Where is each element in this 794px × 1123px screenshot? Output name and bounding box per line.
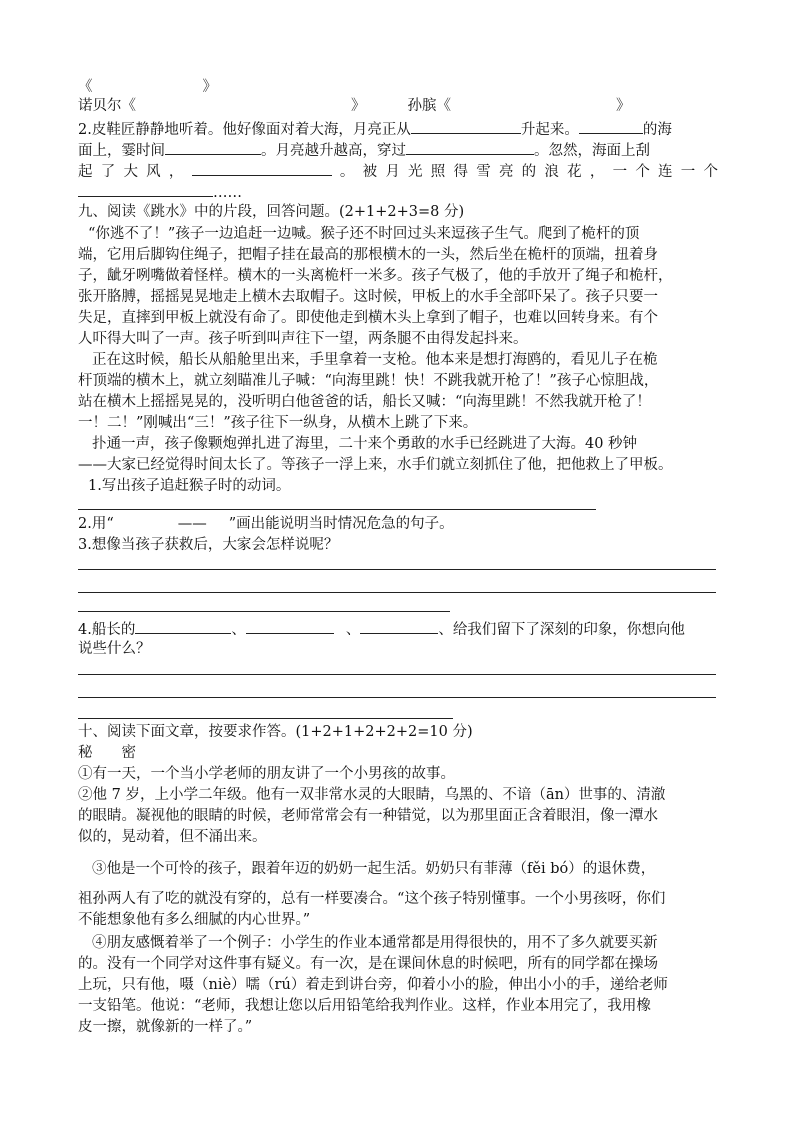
q-text: 4.船长的	[78, 622, 136, 638]
q-text: 2.用“	[78, 516, 114, 532]
passage-line: 一！二！”刚喊出“三！”孩子往下一纵身，从横木上跳了下来。	[78, 415, 478, 431]
article-heading: 秘 密	[78, 745, 136, 761]
passage-line: 杆顶端的横木上，就立刻瞄准儿子喊：“向海里跳！快！不跳我就开枪了！”孩子心惊胆战，	[78, 373, 659, 389]
q-text: ”画出能说明当时情况危急的句子。	[228, 516, 454, 532]
q2-line-3	[78, 160, 718, 182]
answer-line[interactable]	[78, 697, 716, 698]
bracket-close: 》	[202, 79, 217, 95]
q2-line-1	[78, 118, 672, 140]
q2-ellipsis: ……	[213, 185, 242, 201]
q-text: 、	[345, 622, 361, 638]
q-dash: ——	[177, 516, 207, 532]
q2-text: 2.皮鞋匠静静地听着。他好像面对着大海，月亮正从	[78, 122, 411, 138]
article-line: 不能想象他有多么细腻的内心世界。”	[78, 912, 311, 928]
q2-blank-3[interactable]	[165, 139, 261, 155]
q2-text: 的海	[642, 122, 672, 138]
q2-blank-2[interactable]	[579, 118, 643, 134]
article-line: 的眼睛。凝视他的眼睛的时候，老师常常会有一种错觉，以为那里面正含着眼泪，像一潭水	[78, 808, 658, 824]
q2-text: 面上，霎时间	[78, 143, 165, 159]
q2-line-4	[78, 181, 242, 203]
passage-line: 站在横木上摇摇晃晃的，没听明白他爸爸的话，船长又喊：“向海里跳！不然我就开枪了！	[78, 394, 651, 410]
q4-blank-1[interactable]	[135, 618, 231, 634]
bracket-close: 》	[616, 98, 631, 114]
bracket-close: 》	[351, 98, 366, 114]
answer-space[interactable]	[93, 76, 203, 91]
passage-line: “你逃不了！”孩子一边追赶一边喊。猴子还不时回过头来逗孩子生气。爬到了桅杆的顶	[88, 226, 640, 242]
question-9-1: 1.写出孩子追赶猴子时的动词。	[88, 478, 291, 494]
article-line: ③他是一个可怜的孩子，跟着年迈的奶奶一起生活。奶奶只有菲薄（fěi bó）的退休费，	[92, 861, 656, 877]
question-9-2	[78, 514, 454, 534]
article-line: 祖孙两人有了吃的就没有穿的，总有一样要凑合。“这个孩子特别懂事。一个小男孩呀，你们	[78, 891, 666, 907]
prev-question-row	[78, 76, 217, 97]
q2-text: 。被月光照得雪亮的浪花，一个连一个	[331, 164, 719, 180]
q2-text: 。月亮越升越高，穿过	[261, 143, 406, 159]
q2-blank-4[interactable]	[406, 139, 534, 155]
q-text: 、给我们留下了深刻的印象，你想向他	[438, 622, 685, 638]
q2-text: 升起来。	[520, 122, 579, 138]
q4-blank-3[interactable]	[360, 618, 438, 634]
answer-line[interactable]	[78, 569, 716, 570]
passage-line: 端，它用后脚钩住绳子，把帽子挂在最高的那根横木的一头，然后坐在桅杆的顶端，扭着身	[78, 247, 658, 263]
question-9-4	[78, 618, 685, 640]
nobel-label: 诺贝尔《	[78, 98, 136, 114]
q2-text: 起了大风，	[78, 164, 192, 180]
sunbin-label: 孙膑《	[407, 98, 451, 114]
passage-line: 失足，直摔到甲板上就没有命了。即使他走到横木头上拿到了帽子，也难以回转身来。有个	[78, 310, 658, 326]
q2-blank-6[interactable]	[78, 181, 213, 197]
answer-line[interactable]	[78, 611, 450, 612]
passage-line: 正在这时候，船长从船舱里出来，手里拿着一支枪。他本来是想打海鸥的，看见儿子在桅	[92, 352, 658, 368]
article-paragraph: ①有一天，一个当小学老师的朋友讲了一个小男孩的故事。	[78, 766, 455, 782]
answer-line[interactable]	[78, 718, 453, 719]
question-9-3: 3.想像当孩子获救后，大家会怎样说呢？	[78, 537, 339, 553]
answer-line[interactable]	[78, 509, 596, 510]
question-9-4-cont: 说些什么？	[78, 641, 151, 657]
q-text: 、	[231, 622, 246, 638]
passage-line: 扑通一声，孩子像颗炮弹扎进了海里，二十来个勇敢的水手已经跳进了大海。40 秒钟	[92, 436, 638, 452]
passage-line: ——大家已经觉得时间太长了。等孩子一浮上来，水手们就立刻抓住了他，把他救上了甲板。	[78, 457, 673, 473]
article-line: 上玩，只有他，嗫（niè）嚅（rú）着走到讲台旁，仰着小小的脸，伸出小小的手，递给老师	[78, 977, 668, 993]
q2-line-2	[78, 139, 650, 161]
book-title-row	[78, 96, 631, 116]
section-9-title: 九、阅读《跳水》中的片段，回答问题。(2+1+2+3=8 分)	[78, 204, 465, 220]
bracket-open: 《	[78, 79, 93, 95]
q4-blank-2[interactable]	[246, 618, 334, 634]
answer-line[interactable]	[78, 592, 716, 593]
article-line: 皮一擦，就像新的一样了。”	[78, 1019, 253, 1035]
q2-text: 。忽然，海面上刮	[534, 143, 650, 159]
section-10-title: 十、阅读下面文章，按要求作答。(1+2+1+2+2+2=10 分)	[78, 724, 473, 740]
passage-line: 子，龇牙咧嘴做着怪样。横木的一头离桅杆一米多。孩子气极了，他的手放开了绳子和桅杆，	[78, 268, 673, 284]
article-line: ②他 7 岁，上小学二年级。他有一双非常水灵的大眼睛，乌黑的、不谙（ān）世事的、清澈	[78, 787, 666, 803]
article-line: ④朋友感慨着举了一个例子：小学生的作业本通常都是用得很快的，用不了多久就要买新	[92, 935, 658, 951]
q2-blank-1[interactable]	[411, 118, 521, 134]
article-line: 一支铅笔。他说：“老师，我想让您以后用铅笔给我判作业。这样，作业本用完了，我用橡	[78, 998, 651, 1014]
passage-line: 人吓得大叫了一声。孩子听到叫声往下一望，两条腿不由得发起抖来。	[78, 331, 528, 347]
answer-line[interactable]	[78, 674, 716, 675]
passage-line: 张开胳膊，摇摇晃晃地走上横木去取帽子。这时候，甲板上的水手全部吓呆了。孩子只要一	[78, 289, 658, 305]
article-line: 的。没有一个同学对这件事有疑义。有一次，是在课间休息的时候吧，所有的同学都在操场	[78, 956, 658, 972]
q2-blank-5[interactable]	[192, 160, 332, 176]
article-line: 似的，晃动着，但不涌出来。	[78, 829, 267, 845]
